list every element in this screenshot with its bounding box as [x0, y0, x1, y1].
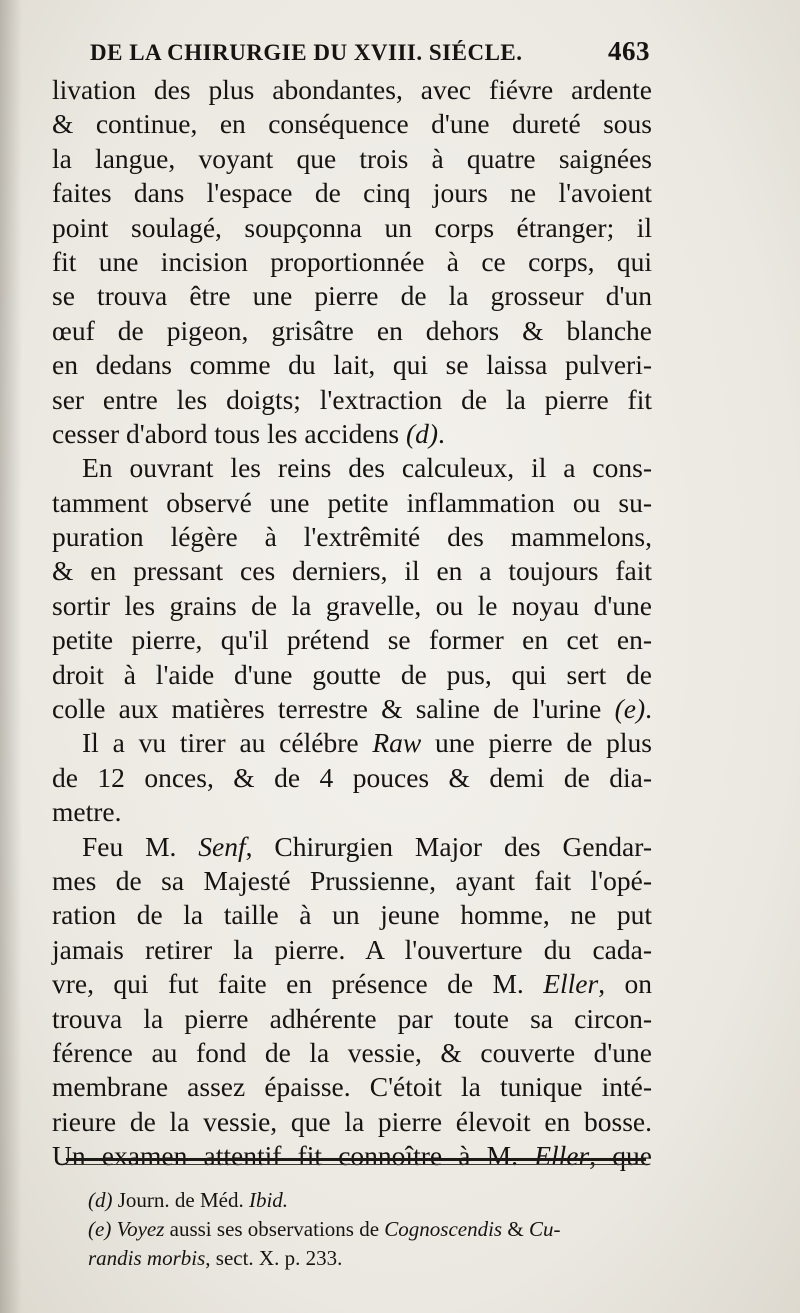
text-line: membrane assez épaisse. C'étoit la tunique inté-: [52, 1071, 652, 1103]
text-line: tamment observé une petite inflammation ou su-: [52, 486, 652, 518]
text-line: point soulagé, soupçonna un corps étranger; il: [52, 211, 652, 243]
text-line: fit une incision proportionnée à ce corps, qui: [52, 245, 652, 277]
text-line: colle aux matières terrestre & saline de l'urine (e).: [52, 693, 652, 725]
text-line: vre, qui fut faite en présence de M. Eller, on: [52, 968, 653, 1000]
page-number: 463: [608, 36, 650, 66]
text-line: droit à l'aide d'une goutte de pus, qui sert de: [52, 658, 652, 690]
text-line: en dedans comme du lait, qui se laissa pulveri-: [52, 349, 652, 381]
text-line: puration légère à l'extrêmité des mammelons,: [52, 521, 652, 553]
paragraph-start: En ouvrant les reins des calculeux, il a cons-: [82, 452, 652, 484]
text-line: & continue, en conséquence d'une dureté sous: [52, 108, 652, 140]
text-line: se trouva être une pierre de la grosseur d'un: [52, 280, 652, 312]
text-line: cesser d'abord tous les accidens (d).: [52, 417, 445, 449]
text-line: faites dans l'espace de cinq jours ne l'avoient: [52, 177, 652, 209]
text-line: jamais retirer la pierre. A l'ouverture du cada-: [52, 933, 652, 965]
paragraph-start: Feu M. Senf, Chirurgien Major des Gendar-: [82, 830, 652, 862]
text-line: ration de la taille à un jeune homme, ne put: [52, 899, 652, 931]
text-line: de 12 onces, & de 4 pouces & demi de dia-: [52, 761, 652, 793]
footnote-e: (e) Voyez aussi ses observations de Cognoscendis & Cu-: [88, 1217, 561, 1241]
page-header: [90, 34, 650, 74]
running-head: DE LA CHIRURGIE DU XVIII. SIÉCLE.: [90, 40, 523, 65]
text-line: ser entre les doigts; l'extraction de la pierre fit: [52, 383, 652, 415]
text-line: sortir les grains de la gravelle, ou le noyau d'une: [52, 589, 652, 621]
text-line: livation des plus abondantes, avec fiévre ardente: [52, 74, 652, 105]
text-line: rieure de la vessie, que la pierre élevoit en bosse.: [52, 1105, 652, 1137]
text-line: petite pierre, qu'il prétend se former en cet en-: [52, 624, 652, 656]
gutter-shadow: [0, 0, 22, 1313]
footnote-e-continued: randis morbis, sect. X. p. 233.: [88, 1246, 343, 1270]
text-line: metre.: [52, 796, 122, 828]
body-text: [52, 73, 652, 1174]
text-line: mes de sa Majesté Prussienne, ayant fait l'opé-: [52, 864, 652, 896]
text-line: œuf de pigeon, grisâtre en dehors & blanche: [52, 314, 652, 346]
footnote-rule-thin: [66, 1164, 646, 1165]
footnote-d: (d) Journ. de Méd. Ibid.: [88, 1188, 289, 1212]
text-line: trouva la pierre adhérente par toute sa circon-: [52, 1002, 652, 1034]
text-line: Un examen attentif fit connoître à M. Eller, que: [52, 1140, 652, 1172]
text-line: & en pressant ces derniers, il en a toujours fait: [52, 555, 652, 587]
paragraph-start: Il a vu tirer au célébre Raw une pierre de plus: [82, 727, 652, 759]
footnotes: [88, 1186, 653, 1273]
text-line: la langue, voyant que trois à quatre saignées: [52, 142, 652, 174]
footnote-rule: [66, 1158, 646, 1161]
text-line: férence au fond de la vessie, & couverte d'une: [52, 1036, 652, 1068]
